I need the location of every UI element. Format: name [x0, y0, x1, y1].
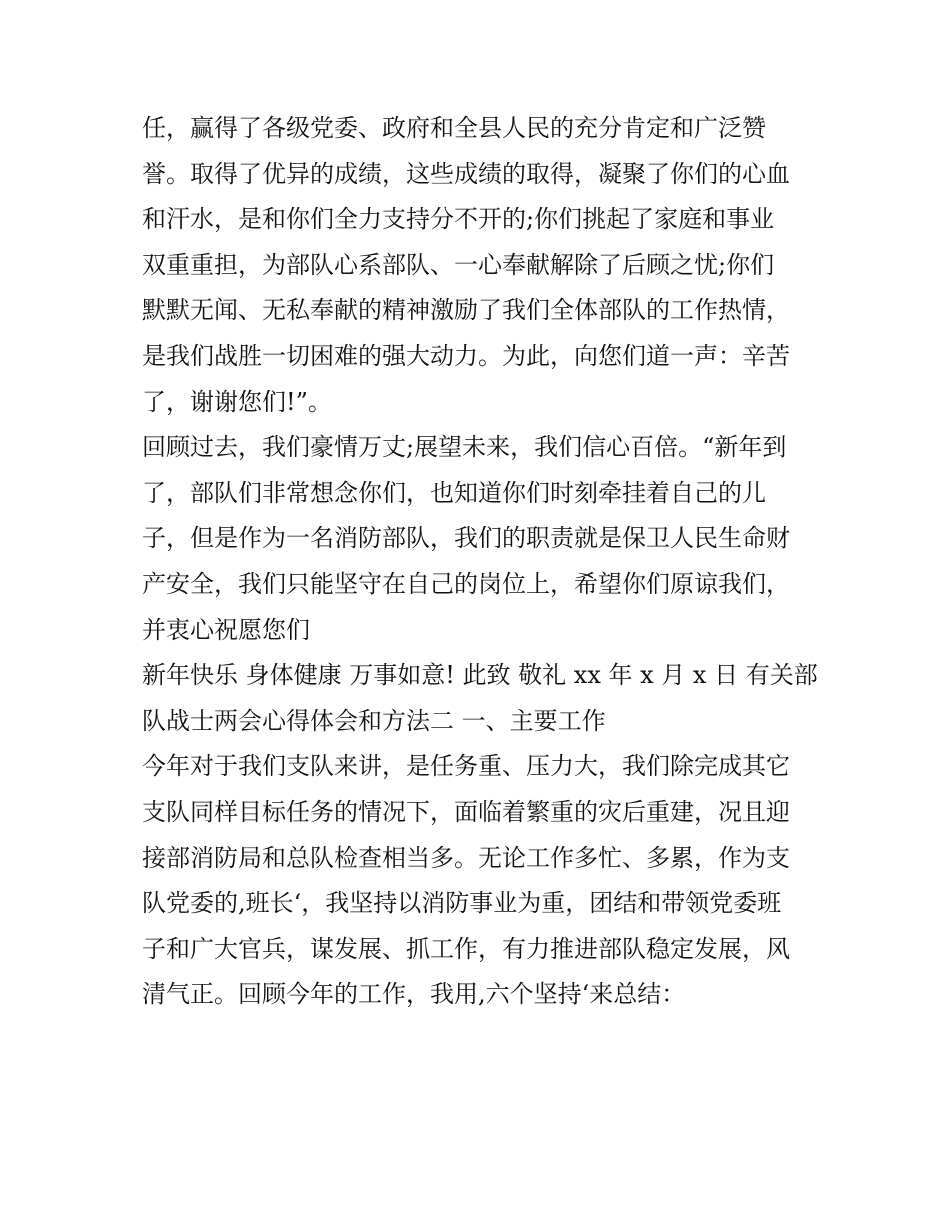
text-line: 新年快乐 身体健康 万事如意! 此致 敬礼 xx 年 x 月 x 日 有关部: [142, 661, 818, 690]
text-line: 子和广大官兵，谋发展、抓工作，有力推进部队稳定发展，风: [142, 934, 790, 963]
document-body: [142, 106, 822, 1018]
text-line: 支队同样目标任务的情况下，面临着繁重的灾后重建，况且迎: [142, 797, 790, 826]
text-line: 是我们战胜一切困难的强大动力。为此，向您们道一声：辛苦: [142, 341, 790, 370]
text-line: 子，但是作为一名消防部队，我们的职责就是保卫人民生命财: [142, 524, 790, 553]
text-line: 接部消防局和总队检查相当多。无论工作多忙、多累，作为支: [142, 843, 790, 872]
text-line: 队战士两会心得体会和方法二 一、主要工作: [142, 706, 606, 735]
text-line: 并衷心祝愿您们: [142, 615, 310, 644]
text-line: 了，谢谢您们!”。: [142, 387, 332, 416]
text-line: 誉。取得了优异的成绩，这些成绩的取得，凝聚了你们的心血: [142, 159, 790, 188]
text-line: 双重重担，为部队心系部队、一心奉献解除了后顾之忧;你们: [142, 250, 775, 279]
text-line: 和汗水，是和你们全力支持分不开的;你们挑起了家庭和事业: [142, 205, 775, 234]
text-line: 产安全，我们只能坚守在自己的岗位上，希望你们原谅我们，: [142, 569, 790, 598]
text-line: 清气正。回顾今年的工作，我用,六个坚持‘来总结：: [142, 980, 686, 1009]
text-line: 任，赢得了各级党委、政府和全县人民的充分肯定和广泛赞: [142, 114, 766, 142]
text-line: 今年对于我们支队来讲，是任务重、压力大，我们除完成其它: [142, 752, 790, 781]
text-line: 回顾过去，我们豪情万丈;展望未来，我们信心百倍。“新年到: [142, 433, 787, 462]
text-line: 默默无闻、无私奉献的精神激励了我们全体部队的工作热情，: [142, 296, 790, 325]
text-line: 了，部队们非常想念你们，也知道你们时刻牵挂着自己的儿: [142, 478, 766, 507]
text-line: 队党委的,班长‘，我坚持以消防事业为重，团结和带领党委班: [142, 889, 782, 918]
